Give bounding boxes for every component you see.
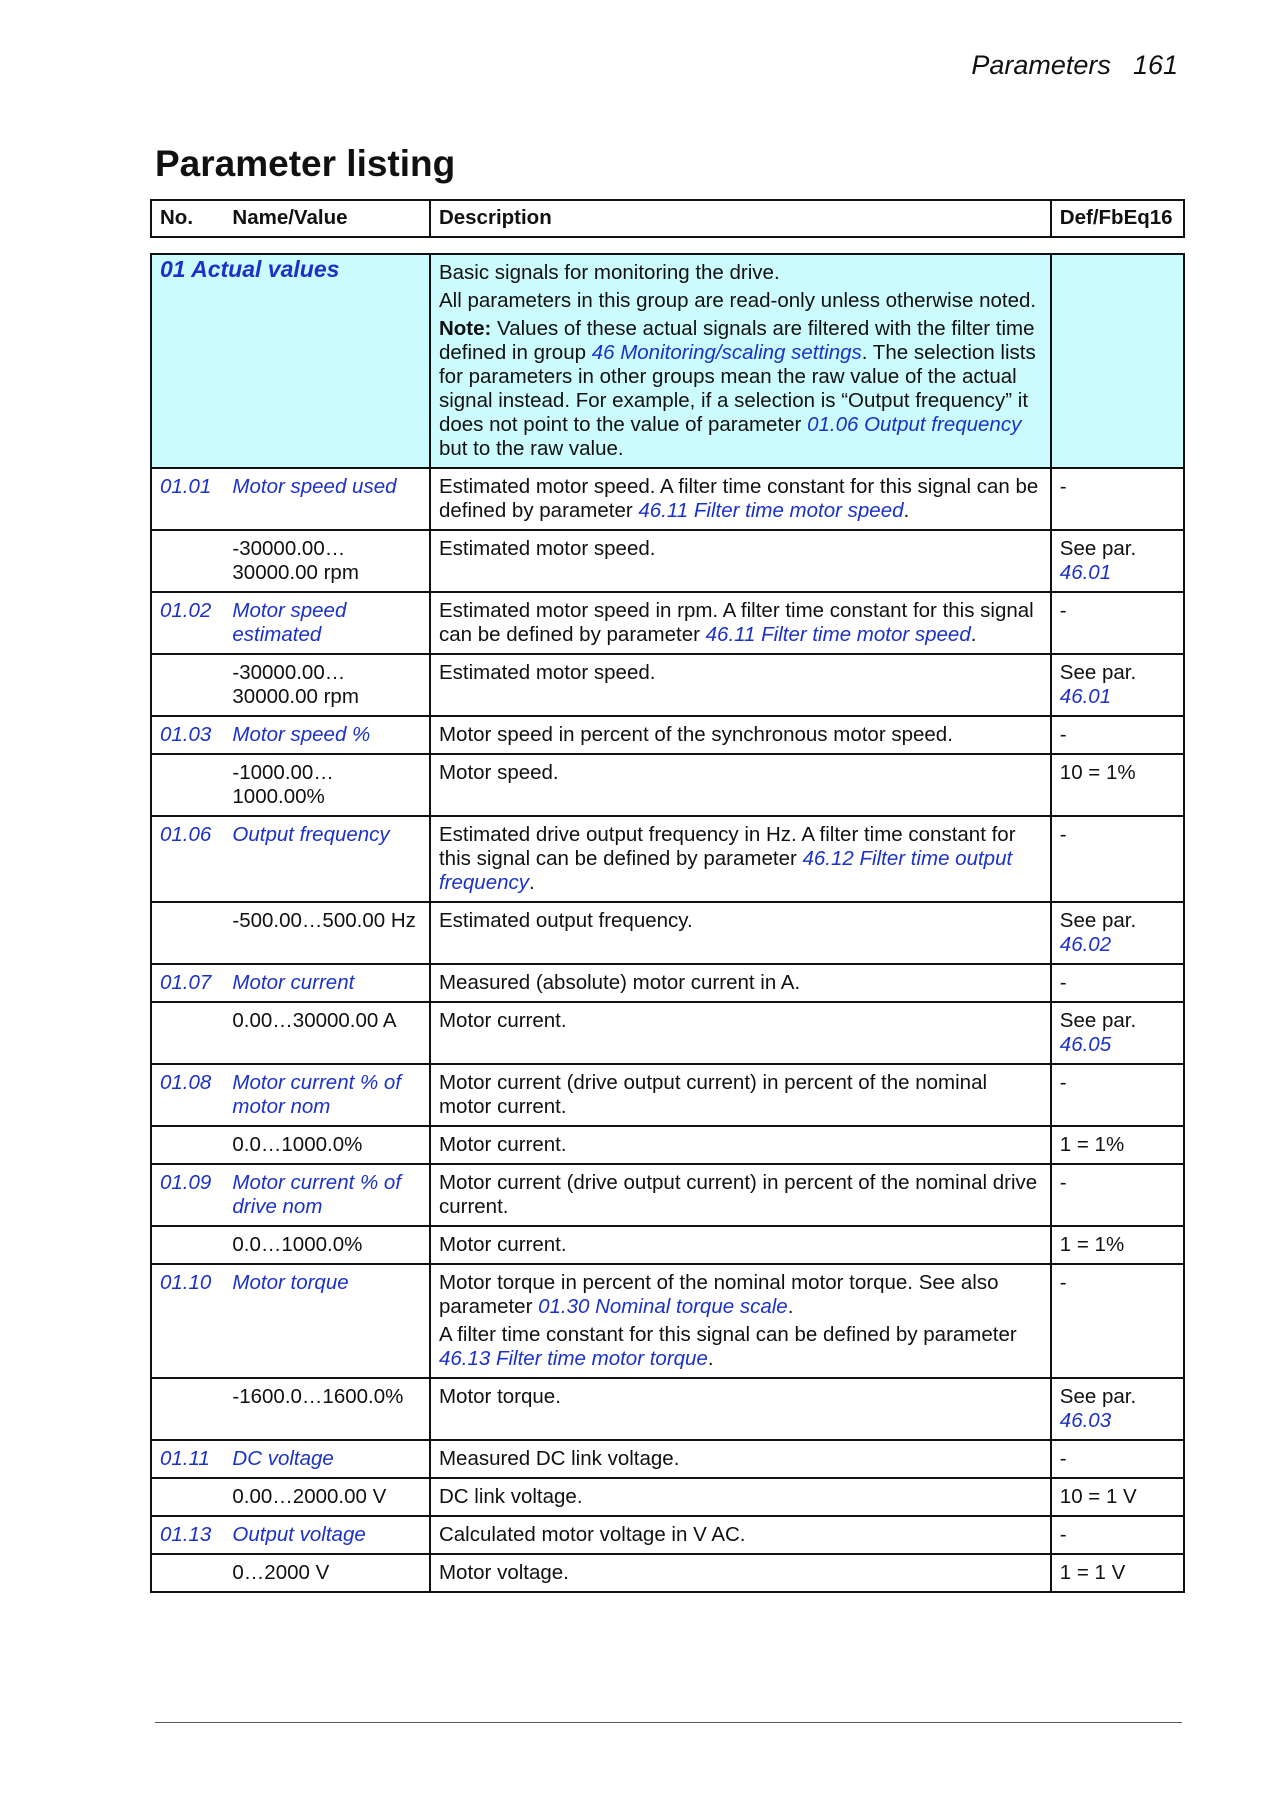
group-description: [430, 254, 1051, 468]
param-def: -: [1051, 1164, 1184, 1226]
param-description: Measured DC link voltage.: [430, 1440, 1051, 1478]
column-header-no: No.: [151, 200, 224, 237]
table-row: [151, 1264, 1184, 1378]
value-def-link[interactable]: 46.01: [1059, 685, 1112, 708]
desc-text: A filter time constant for this signal can be defined by parameter: [438, 1323, 1017, 1346]
desc-link[interactable]: 46.12 Filter time output frequency: [438, 847, 1013, 894]
param-description: Motor speed in percent of the synchronous motor speed.: [430, 716, 1051, 754]
param-no[interactable]: 01.10: [151, 1264, 224, 1378]
value-description: Motor speed.: [430, 754, 1051, 816]
value-no: [151, 1554, 224, 1592]
param-description: Motor current (drive output current) in percent of the nominal motor current.: [430, 1064, 1051, 1126]
value-def-text: See par.: [1059, 909, 1137, 932]
desc-text: .: [787, 1295, 794, 1318]
note-text-2: . The selection lists for parameters in other groups mean the raw value of the actual signal instead. For example, if a selection is “Output frequency” it does not point to the value of parameter: [438, 341, 1036, 436]
desc-text: .: [970, 623, 977, 646]
value-def: [1051, 902, 1184, 964]
value-description: Motor current.: [430, 1126, 1051, 1164]
param-def: -: [1051, 468, 1184, 530]
table-row: [151, 1002, 1184, 1064]
desc-text: Motor torque in percent of the nominal motor torque. See also parameter: [438, 1271, 999, 1318]
param-no[interactable]: 01.01: [151, 468, 224, 530]
running-header-section: Parameters: [971, 50, 1111, 80]
desc-text: .: [529, 871, 535, 894]
value-def: [1051, 654, 1184, 716]
value-no: [151, 1226, 224, 1264]
table-row: [151, 754, 1184, 816]
param-name[interactable]: Motor current % of drive nom: [224, 1164, 430, 1226]
desc-paragraph: [439, 1271, 1042, 1319]
value-def: [1051, 530, 1184, 592]
value-no: [151, 1126, 224, 1164]
value-no: [151, 1478, 224, 1516]
param-name[interactable]: Motor current % of motor nom: [224, 1064, 430, 1126]
footer-rule: [155, 1722, 1182, 1723]
value-no: [151, 754, 224, 816]
param-def: -: [1051, 592, 1184, 654]
param-no[interactable]: 01.13: [151, 1516, 224, 1554]
value-def-link[interactable]: 46.01: [1059, 561, 1112, 584]
column-header-description: Description: [430, 200, 1051, 237]
desc-link[interactable]: 01.30 Nominal torque scale: [538, 1295, 788, 1318]
param-no[interactable]: 01.06: [151, 816, 224, 902]
table-row: [151, 1516, 1184, 1554]
param-value-range: -1600.0…1600.0%: [224, 1378, 430, 1440]
page-number: 161: [1132, 50, 1178, 80]
value-def: 1 = 1%: [1051, 1226, 1184, 1264]
value-def: 1 = 1%: [1051, 1126, 1184, 1164]
table-row: [151, 1164, 1184, 1226]
parameter-table: [150, 253, 1185, 1593]
value-description: Estimated output frequency.: [430, 902, 1051, 964]
value-def: [1051, 1002, 1184, 1064]
table-row: [151, 716, 1184, 754]
table-row: [151, 964, 1184, 1002]
table-row: [151, 1478, 1184, 1516]
group-def: [1051, 254, 1184, 468]
desc-text: Estimated drive output frequency in Hz. A filter time constant for this signal can be defined by parameter: [438, 823, 1016, 870]
value-description: DC link voltage.: [430, 1478, 1051, 1516]
column-header-name: Name/Value: [224, 200, 430, 237]
value-def-text: See par.: [1059, 1385, 1137, 1408]
running-header: [971, 50, 1178, 81]
param-value-range: 0.00…2000.00 V: [224, 1478, 430, 1516]
param-description: Calculated motor voltage in V AC.: [430, 1516, 1051, 1554]
desc-text: Estimated motor speed in rpm. A filter time constant for this signal can be defined by parameter: [438, 599, 1034, 646]
value-def-text: See par.: [1059, 1009, 1137, 1032]
value-description: Motor current.: [430, 1002, 1051, 1064]
column-header-def: Def/FbEq16: [1051, 200, 1184, 237]
value-def-text: See par.: [1059, 537, 1137, 560]
param-name[interactable]: DC voltage: [224, 1440, 430, 1478]
param-def: -: [1051, 1440, 1184, 1478]
param-def: -: [1051, 816, 1184, 902]
desc-link[interactable]: 46.11 Filter time motor speed: [705, 623, 971, 646]
desc-text: .: [707, 1347, 714, 1370]
param-no[interactable]: 01.11: [151, 1440, 224, 1478]
param-def: -: [1051, 1516, 1184, 1554]
param-no[interactable]: 01.07: [151, 964, 224, 1002]
value-description: Motor current.: [430, 1226, 1051, 1264]
table-row: [151, 1378, 1184, 1440]
note-label: Note:: [438, 317, 492, 340]
table-row: [151, 1226, 1184, 1264]
note-link-0106[interactable]: 01.06 Output frequency: [807, 413, 1022, 436]
param-value-range: 0.0…1000.0%: [224, 1226, 430, 1264]
table-row: [151, 468, 1184, 530]
table-row: [151, 1440, 1184, 1478]
table-row: [151, 1554, 1184, 1592]
param-def: -: [1051, 716, 1184, 754]
param-value-range: -500.00…500.00 Hz: [224, 902, 430, 964]
value-no: [151, 1002, 224, 1064]
param-name[interactable]: Motor speed used: [224, 468, 430, 530]
value-def-link[interactable]: 46.05: [1059, 1033, 1112, 1056]
value-no: [151, 902, 224, 964]
desc-text: Estimated motor speed. A filter time constant for this signal can be defined by parameter: [438, 475, 1039, 522]
table-row: [151, 654, 1184, 716]
table-row: [151, 902, 1184, 964]
page-title: Parameter listing: [155, 143, 456, 184]
desc-text: .: [903, 499, 910, 522]
param-description: [430, 1264, 1051, 1378]
param-value-range: 0…2000 V: [224, 1554, 430, 1592]
param-description: [430, 468, 1051, 530]
value-def: [1051, 1378, 1184, 1440]
param-def: -: [1051, 1264, 1184, 1378]
table-row: [151, 592, 1184, 654]
value-description: Estimated motor speed.: [430, 530, 1051, 592]
note-text-1: Values of these actual signals are filtered with the filter time defined in group: [438, 317, 1035, 364]
value-no: [151, 654, 224, 716]
value-description: Motor voltage.: [430, 1554, 1051, 1592]
param-name[interactable]: Output frequency: [224, 816, 430, 902]
param-value-range: -1000.00… 1000.00%: [224, 754, 430, 816]
param-name[interactable]: Output voltage: [224, 1516, 430, 1554]
value-no: [151, 530, 224, 592]
value-no: [151, 1378, 224, 1440]
table-row: [151, 1064, 1184, 1126]
param-def: -: [1051, 1064, 1184, 1126]
note-text-3: but to the raw value.: [438, 437, 624, 460]
param-name[interactable]: Motor speed estimated: [224, 592, 430, 654]
group-title[interactable]: 01 Actual values: [151, 254, 430, 468]
group-row: [151, 254, 1184, 468]
param-def: -: [1051, 964, 1184, 1002]
param-description: Measured (absolute) motor current in A.: [430, 964, 1051, 1002]
param-description: Motor current (drive output current) in percent of the nominal drive current.: [430, 1164, 1051, 1226]
value-def: 1 = 1 V: [1051, 1554, 1184, 1592]
value-description: Motor torque.: [430, 1378, 1051, 1440]
value-def-link[interactable]: 46.02: [1059, 933, 1112, 956]
param-description: [430, 816, 1051, 902]
param-value-range: 0.00…30000.00 A: [224, 1002, 430, 1064]
param-name[interactable]: Motor torque: [224, 1264, 430, 1378]
param-value-range: -30000.00… 30000.00 rpm: [224, 530, 430, 592]
param-no[interactable]: 01.02: [151, 592, 224, 654]
value-def: 10 = 1%: [1051, 754, 1184, 816]
group-desc-line1: Basic signals for monitoring the drive.: [438, 261, 780, 284]
table-row: [151, 1126, 1184, 1164]
note-link-group46[interactable]: 46 Monitoring/scaling settings: [591, 341, 862, 364]
value-description: Estimated motor speed.: [430, 654, 1051, 716]
desc-link[interactable]: 46.11 Filter time motor speed: [638, 499, 904, 522]
desc-link[interactable]: 46.13 Filter time motor torque: [438, 1347, 708, 1370]
param-no[interactable]: 01.08: [151, 1064, 224, 1126]
param-description: [430, 592, 1051, 654]
column-header-table: [150, 199, 1185, 238]
value-def-link[interactable]: 46.03: [1059, 1409, 1112, 1432]
value-def: 10 = 1 V: [1051, 1478, 1184, 1516]
table-row: [151, 816, 1184, 902]
param-value-range: -30000.00… 30000.00 rpm: [224, 654, 430, 716]
table-row: [151, 530, 1184, 592]
value-def-text: See par.: [1059, 661, 1137, 684]
param-no[interactable]: 01.09: [151, 1164, 224, 1226]
param-value-range: 0.0…1000.0%: [224, 1126, 430, 1164]
param-name[interactable]: Motor speed %: [224, 716, 430, 754]
param-name[interactable]: Motor current: [224, 964, 430, 1002]
group-note: [439, 317, 1042, 461]
param-no[interactable]: 01.03: [151, 716, 224, 754]
group-desc-line2: All parameters in this group are read-only unless otherwise noted.: [438, 289, 1037, 312]
column-header-row: [151, 200, 1184, 237]
desc-paragraph: [439, 1323, 1042, 1371]
